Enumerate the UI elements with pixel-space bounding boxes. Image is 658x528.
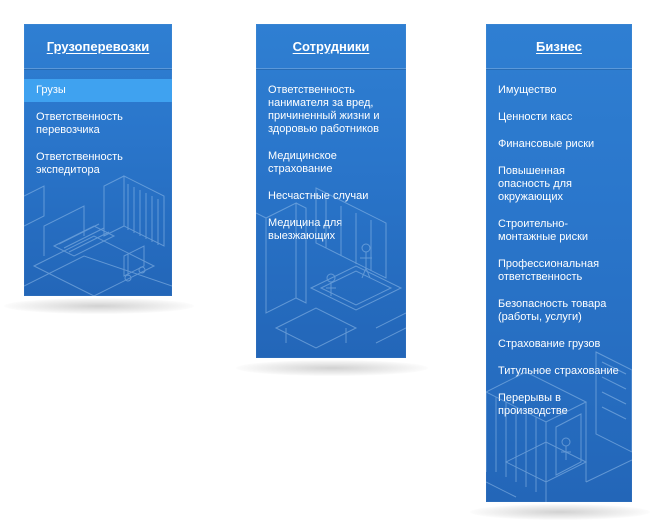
panel-title-link[interactable]: Сотрудники [292,38,370,54]
panel-item-list [256,69,406,248]
menu-item-increased-hazard[interactable]: Повышенная опасность для окружающих [498,165,573,203]
menu-item-title-insurance[interactable]: Титульное страхование [498,365,619,377]
panel-title-link[interactable]: Бизнес [536,38,582,54]
menu-item-financial-risks[interactable]: Финансовые риски [498,138,595,150]
menu-item-business-interruption[interactable]: Перерывы в производстве [498,392,568,417]
menu-item-travel-medicine[interactable]: Медицина для выезжающих [268,217,343,242]
menu-item-medical-insurance[interactable]: Медицинское страхование [268,150,337,175]
panel-cargo [24,24,172,296]
panel-header [486,24,632,69]
menu-item-product-safety[interactable]: Безопасность товара (работы, услуги) [498,298,607,323]
panel-item-list [486,69,632,423]
menu-item-carrier-liability[interactable]: Ответственность перевозчика [36,111,123,136]
panel-business [486,24,632,502]
panel-shadow [470,504,650,520]
panel-header [256,24,406,69]
panel-header [24,24,172,69]
menu-item-property[interactable]: Имущество [498,84,557,96]
menu-item-cargo-insurance[interactable]: Страхование грузов [498,338,601,350]
menu-item-accidents[interactable]: Несчастные случаи [268,190,369,202]
panel-title-link[interactable]: Грузоперевозки [46,38,150,54]
panel-employees [256,24,406,358]
menu-item-cash-valuables[interactable]: Ценности касс [498,111,573,123]
menu-item-cargo-goods[interactable]: Грузы [24,79,172,102]
menu-item-construction-risks[interactable]: Строительно-монтажные риски [498,218,589,243]
menu-item-employer-liability[interactable]: Ответственность нанимателя за вред, причиненный жизни и здоровью работников [268,84,380,135]
panel-shadow [4,298,194,314]
panel-shadow [236,360,428,376]
menu-item-professional-liability[interactable]: Профессиональная ответственность [498,258,600,283]
panel-item-list [24,69,172,182]
menu-item-forwarder-liability[interactable]: Ответственность экспедитора [36,151,123,176]
